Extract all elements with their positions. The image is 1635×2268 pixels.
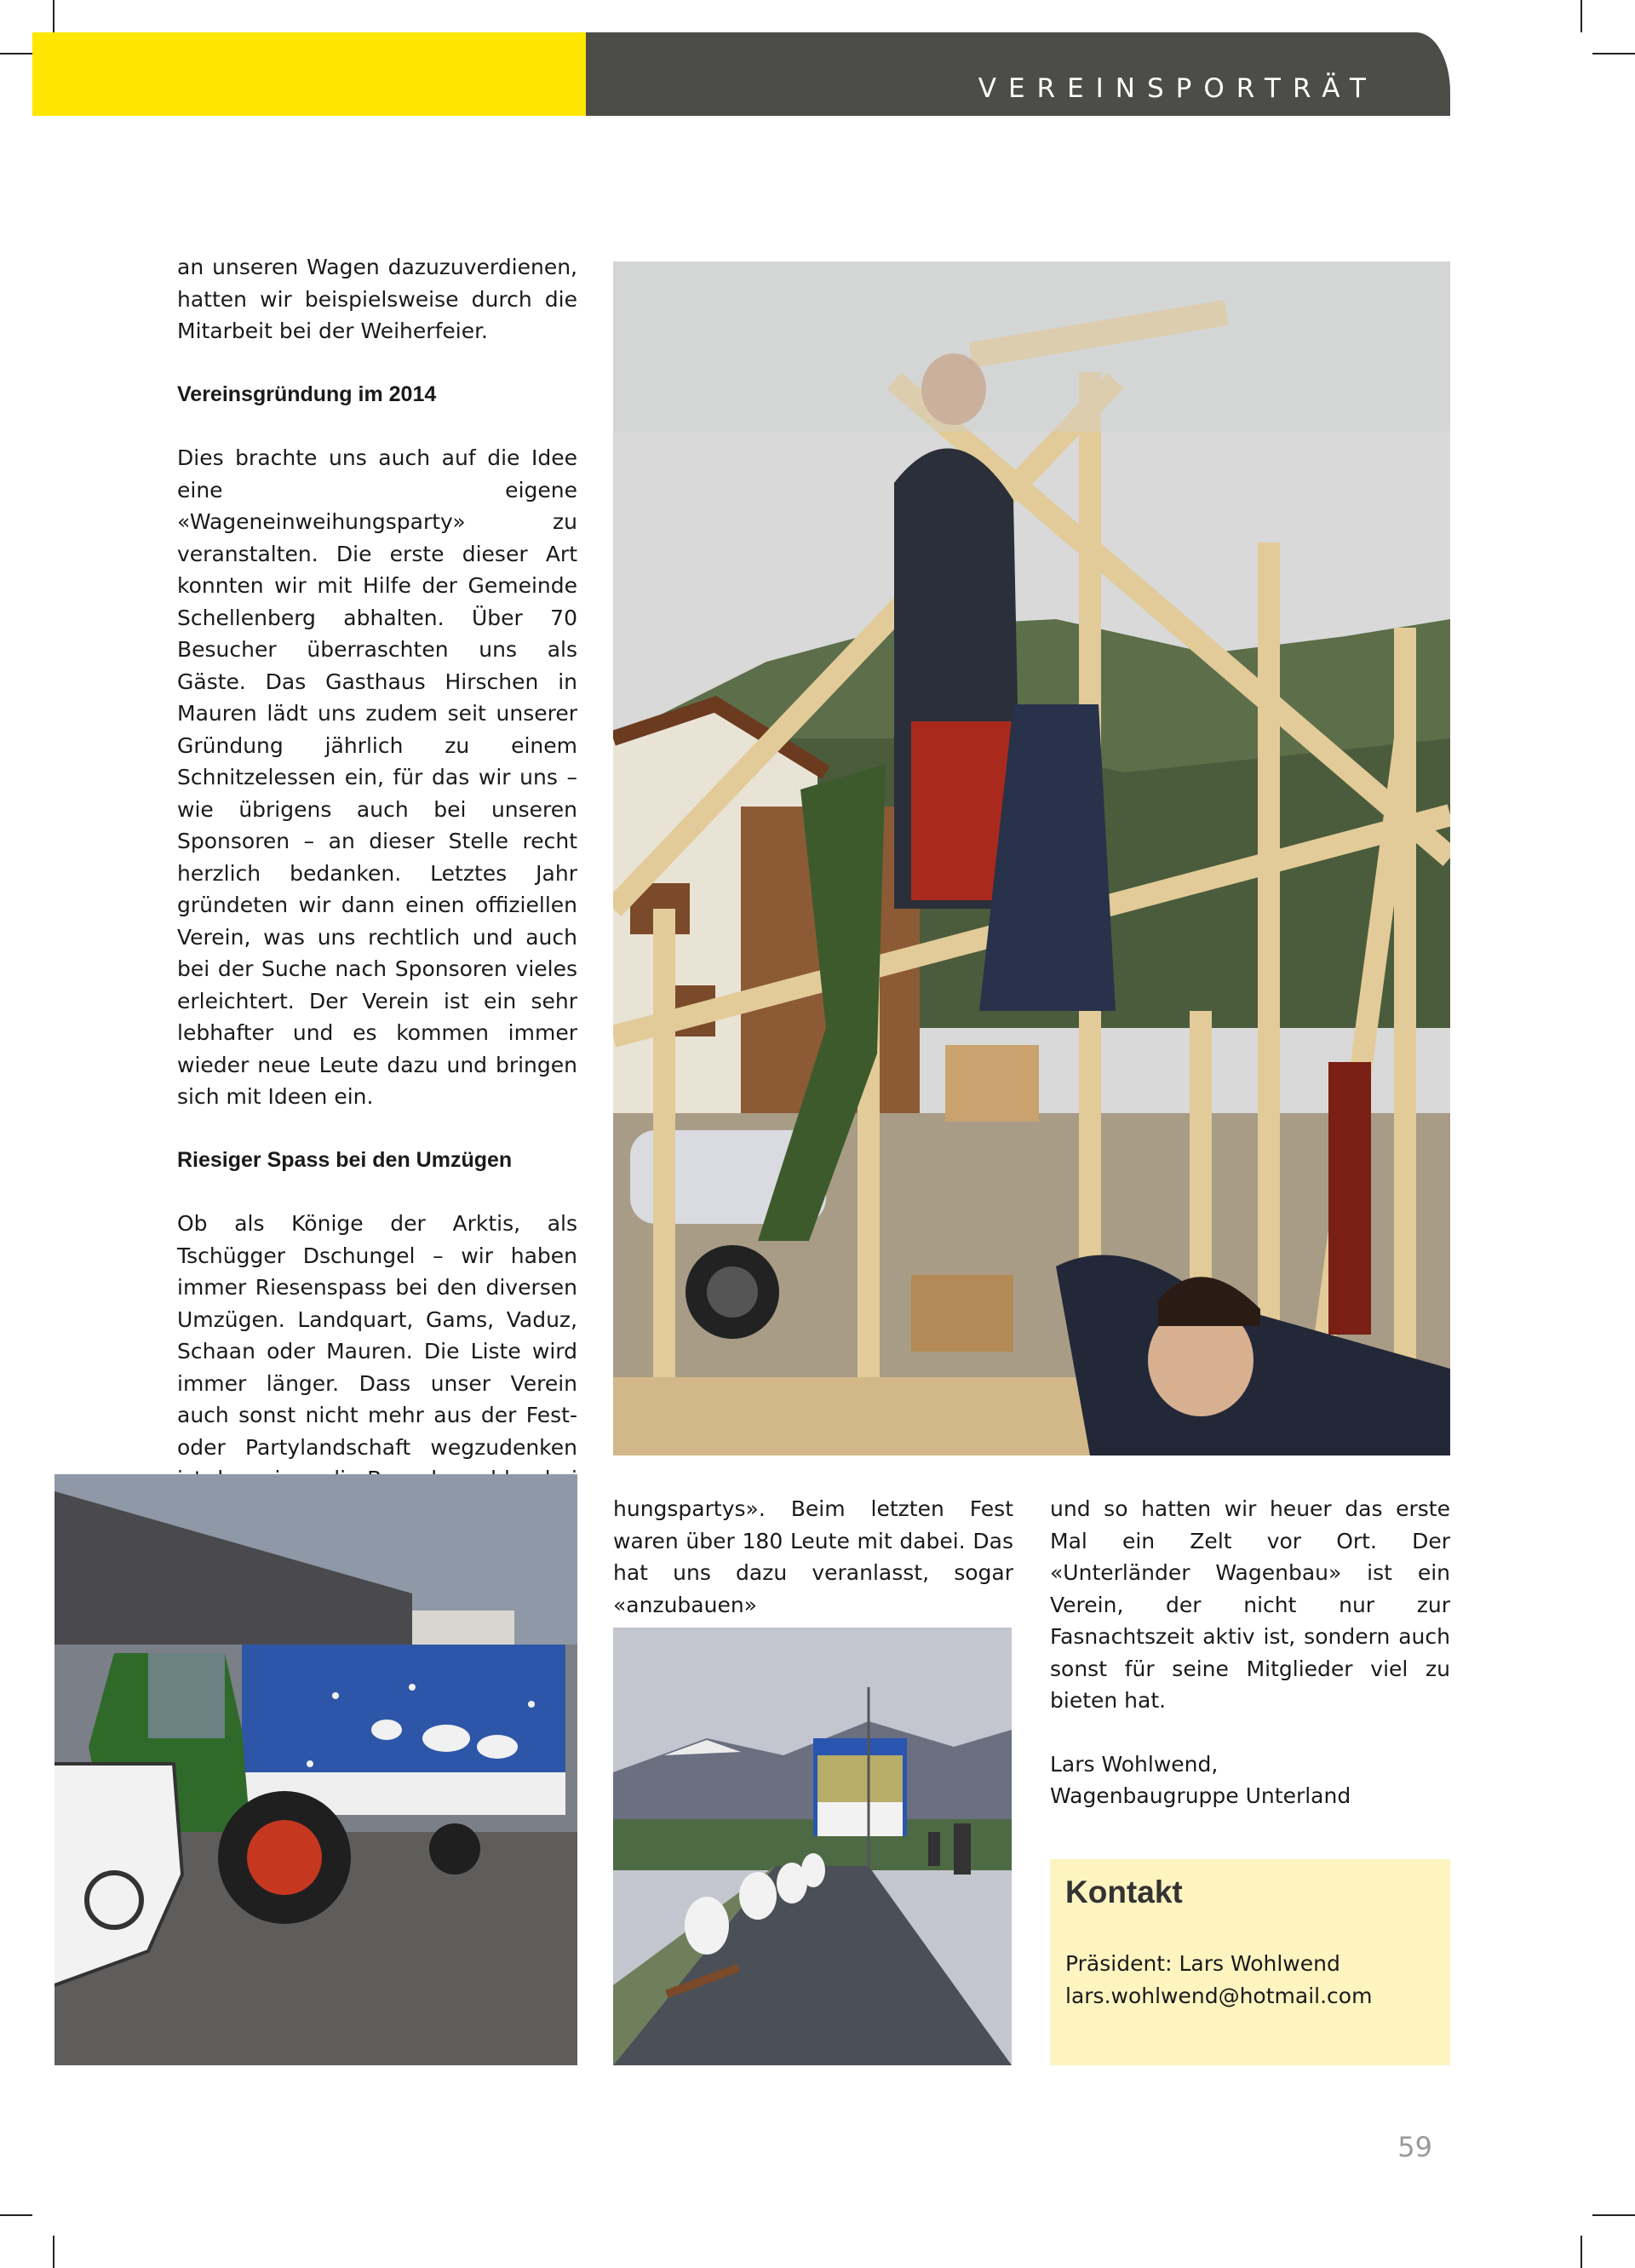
crop-mark: [1592, 53, 1635, 55]
kontakt-president: Präsident: Lars Wohlwend: [1065, 1951, 1340, 1976]
page-number: 59: [1397, 2131, 1432, 2163]
crop-mark: [1580, 2236, 1582, 2268]
crop-mark: [1580, 0, 1582, 32]
kontakt-email[interactable]: lars.wohlwend@hotmail.com: [1065, 1984, 1373, 2008]
crop-mark: [1592, 2214, 1635, 2216]
crop-mark: [53, 2236, 54, 2268]
header-bar: [586, 32, 1450, 116]
crop-mark: [0, 2214, 32, 2216]
article-column-left: [177, 251, 577, 1527]
photo-parade-image: [613, 1628, 1012, 2065]
photo-building-frame-image: [613, 261, 1450, 1456]
author-name: Lars Wohlwend,: [1050, 1751, 1219, 1777]
photo-parade: [613, 1628, 1012, 2065]
photo-building-frame: [613, 261, 1450, 1456]
heading-vereinsgruendung: Vereinsgründung im 2014: [177, 382, 437, 406]
crop-mark: [53, 0, 54, 32]
intro-paragraph: an unseren Wagen dazuzuverdienen, hatten wir beispielsweise durch die Mitarbeit bei der Weiherfeier.: [177, 255, 577, 343]
kontakt-box: [1050, 1859, 1450, 2065]
heading-umzuege: Riesiger Spass bei den Umzügen: [177, 1147, 513, 1172]
article-column-middle: [613, 1493, 1013, 1621]
section-title: VEREINSPORTRÄT: [978, 73, 1378, 104]
header-accent-bar: [32, 32, 586, 116]
paragraph-right: und so hatten wir heuer das erste Mal ein Zelt vor Ort. Der «Unterländer Wagenbau» ist ein Verein, der nicht nur zur Fasnachtszeit aktiv ist, sondern auch sonst für seine Mitglieder viel zu bieten hat.: [1050, 1496, 1450, 1713]
paragraph-umzuege: Ob als Könige der Arktis, als Tschügger Dschungel – wir haben immer Riesenspass bei den diversen Umzügen. Landquart, Gams, Vaduz, Schaan oder Mauren. Die Liste wird immer länger. Dass unser Verein auch sonst nicht mehr aus der Fest- oder Partylandschaft wegzudenken: [177, 1211, 577, 1460]
paragraph-middle: hungspartys». Beim letzten Fest waren über 180 Leute mit dabei. Das hat uns dazu veranlasst, sogar «anzubauen»: [613, 1496, 1013, 1617]
crop-mark: [0, 53, 32, 55]
kontakt-title: Kontakt: [1065, 1875, 1183, 1909]
photo-tractor-wagon: [54, 1474, 577, 2065]
paragraph-vereinsgruendung: Dies brachte uns auch auf die Idee eine eigene «Wageneinweihungsparty» zu veranstalten. Die erste dieser Art konnten wir mit Hilfe der Gemeinde Schellenberg abhalten. Über 70 Besucher überraschten uns als Gäste. Das Gasthaus Hirschen in Mauren lädt uns zudem seit unserer Gründung jährlich zu einem Schnitzelessen ein, für das wir uns – wie übrigens auch bei unseren Sponsoren – an dieser Stelle recht herzlich bedanken. Letztes Jahr gründeten wir dann einen offiziellen Verein, was uns rechtlich und auch bei der Suche nach Sponsoren vieles erleichtert. Der Verein ist ein sehr lebhafter und es kommen immer wieder neue Leute dazu und bringen sich mit Ideen ein.: [177, 445, 577, 1109]
author-group: Wagenbaugruppe Unterland: [1050, 1783, 1351, 1808]
article-column-right: [1050, 1493, 1450, 1812]
photo-tractor-wagon-image: [54, 1474, 577, 2065]
